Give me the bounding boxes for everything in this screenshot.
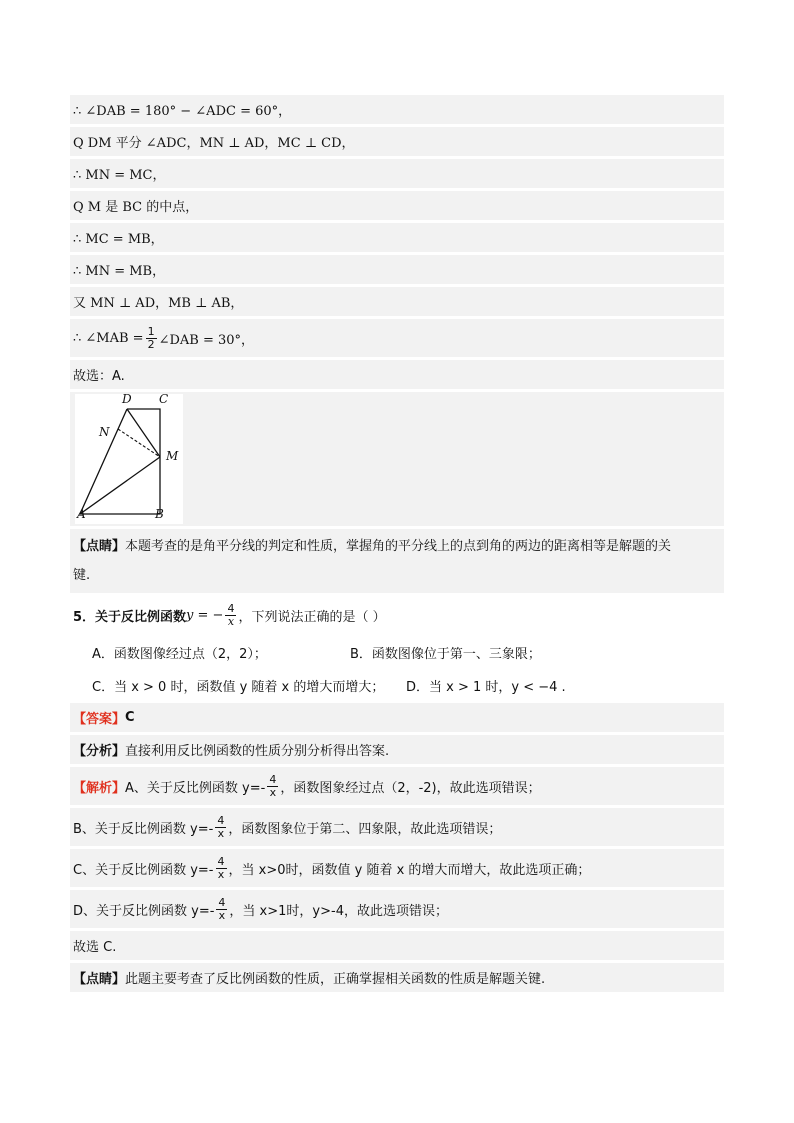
question-5-options-cd <box>70 670 724 700</box>
option-d: D．当 x > 1 时，y < −4 . <box>406 679 566 695</box>
label-m: M <box>166 449 179 463</box>
solution-step-8: ∴ ∠MAB = $\frac{1}{2}$ ∠DAB = 30°， <box>70 319 724 357</box>
choose-line-a: 故选：A. <box>70 360 724 389</box>
analysis-line: 【分析】 直接利用反比例函数的性质分别分析得出答案. <box>70 735 724 764</box>
option-a: A．函数图像经过点（2，2）； <box>92 646 267 662</box>
question-5-stem: 5．关于反比例函数 y = − $\frac{4}{x}$ ，下列说法正确的是（ ） <box>70 596 724 634</box>
solution-line-d: D、关于反比例函数 y=- $\frac{4}{x}$ ，当 x>1时，y>-4，故此选项错误； <box>70 890 724 928</box>
solution-step-2: Q DM 平分 ∠ADC，MN ⊥ AD，MC ⊥ CD， <box>70 127 724 156</box>
label-a: A <box>77 507 86 521</box>
comment-block-1: 【点睛】本题考查的是角平分线的判定和性质，掌握角的平分线上的点到角的两边的距离相等是解题的关 键. <box>70 529 724 593</box>
document-page <box>70 95 724 995</box>
label-n: N <box>99 425 110 439</box>
solution-step-1: ∴ ∠DAB = 180° − ∠ADC = 60°， <box>70 95 724 124</box>
geometry-figure <box>75 394 183 524</box>
solution-step-4: Q M 是 BC 的中点， <box>70 191 724 220</box>
label-c: C <box>159 392 169 406</box>
figure-row <box>70 392 724 526</box>
solution-fraction-c: $\frac{4}{x}$ <box>217 854 225 881</box>
solution-line-b: B、关于反比例函数 y=- $\frac{4}{x}$ ，函数图象位于第二、四象限，故此选项错误； <box>70 808 724 846</box>
solution-line-a: 【解析】 A、关于反比例函数 y=- $\frac{4}{x}$ ，函数图象经过点（2，-2)，故此选项错误； <box>70 767 724 805</box>
q5-fraction: $\frac{4}{x}$ <box>227 601 235 628</box>
solution-fraction-a: $\frac{4}{x}$ <box>269 772 277 799</box>
answer-line: 【答案】 C <box>70 703 724 732</box>
solution-fraction-b: $\frac{4}{x}$ <box>217 813 225 840</box>
choose-line-c: 故选 C. <box>70 931 724 960</box>
comment-block-2: 【点睛】 此题主要考查了反比例函数的性质，正确掌握相关函数的性质是解题关键. <box>70 963 724 992</box>
solution-step-3: ∴ MN = MC， <box>70 159 724 188</box>
half-fraction: $\frac{1}{2}$ <box>147 324 155 351</box>
label-b: B <box>155 507 164 521</box>
solution-step-7: 又 MN ⊥ AD，MB ⊥ AB， <box>70 287 724 316</box>
option-c: C．当 x > 0 时，函数值 y 随着 x 的增大而增大； <box>92 679 385 695</box>
option-b: B．函数图像位于第一、三象限； <box>350 646 541 662</box>
solution-fraction-d: $\frac{4}{x}$ <box>218 895 226 922</box>
question-5-options-ab <box>70 637 724 667</box>
solution-line-c: C、关于反比例函数 y=- $\frac{4}{x}$ ，当 x>0时，函数值 y 随着 x 的增大而增大，故此选项正确； <box>70 849 724 887</box>
solution-step-5: ∴ MC = MB， <box>70 223 724 252</box>
solution-step-6: ∴ MN = MB， <box>70 255 724 284</box>
label-d: D <box>122 392 132 406</box>
